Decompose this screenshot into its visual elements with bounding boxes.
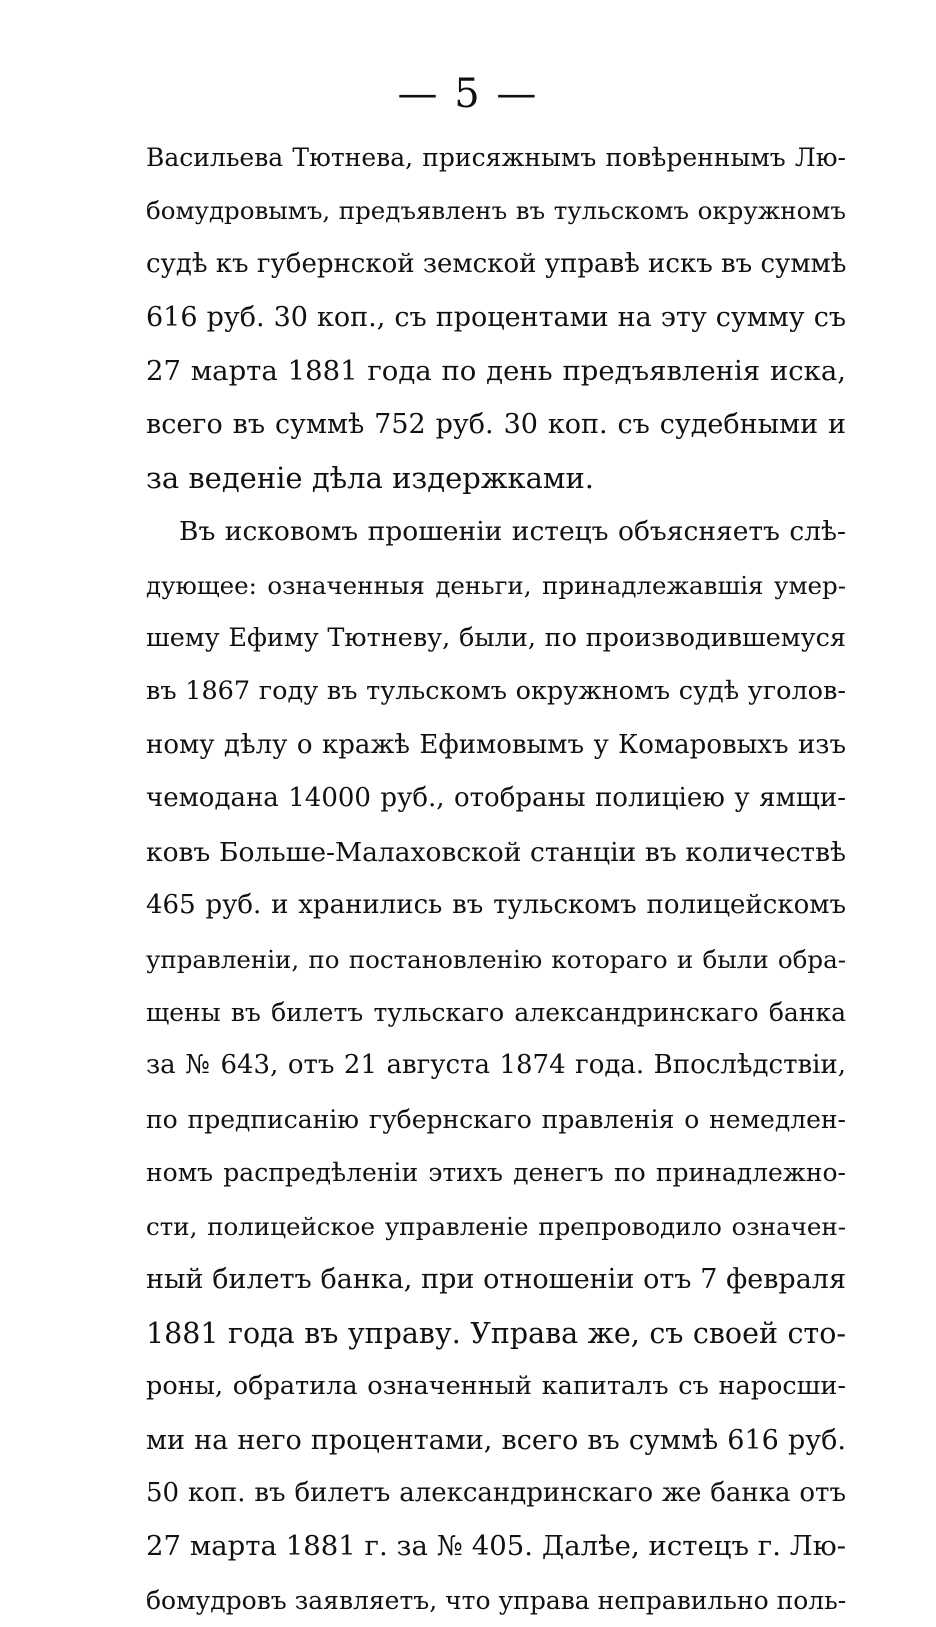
text-line: сти, полицейское управленіе препроводило означен- [146, 1211, 846, 1241]
text-line: управленіи, по постановленію котораго и были обра- [146, 944, 846, 974]
text-line: шему Ефиму Тютневу, были, по производившемуся [146, 622, 846, 653]
text-line: по предписанію губернскаго правленія о немедлен- [146, 1104, 846, 1134]
text-line: 50 коп. въ билетъ александринскаго же банка отъ [146, 1477, 846, 1508]
text-line: ми на него процентами, всего въ суммѣ 616 руб. [146, 1424, 846, 1456]
text-line: Васильева Тютнева, присяжнымъ повѣреннымъ Лю- [146, 143, 846, 172]
text-line: 27 марта 1881 года по день предъявленія иска, [146, 354, 846, 387]
text-line: щены въ билетъ тульскаго александринскаго банка [146, 998, 846, 1027]
text-line: ковъ Больше-Малаховской станціи въ количествѣ [146, 836, 846, 868]
page-number: — 5 — [397, 71, 539, 117]
text-line: за № 643, отъ 21 августа 1874 года. Впослѣдствіи, [146, 1050, 846, 1081]
text-line: бомудровъ заявляетъ, что управа неправильно поль- [146, 1585, 847, 1615]
text-line: 27 марта 1881 г. за № 405. Далѣе, истецъ г. Лю- [146, 1530, 846, 1563]
text-line: номъ распредѣленіи этихъ денегъ по принадлежно- [146, 1158, 846, 1188]
text-line: роны, обратила означенный капиталъ съ наросши- [146, 1371, 846, 1402]
text-line: бомудровымъ, предъявленъ въ тульскомъ окружномъ [146, 196, 846, 226]
body-text [146, 131, 846, 1627]
text-line: въ 1867 году въ тульскомъ окружномъ судѣ уголов- [146, 676, 846, 707]
text-line: 465 руб. и хранились въ тульскомъ полицейскомъ [146, 890, 846, 921]
text-line: чемодана 14000 руб., отобраны полиціею у ямщи- [146, 783, 846, 814]
text-line: ному дѣлу о кражѣ Ефимовымъ у Комаровыхъ изъ [146, 729, 846, 760]
text-line: судѣ къ губернской земской управѣ искъ въ суммѣ [146, 248, 847, 279]
text-line: дующее: означенныя деньги, принадлежавшія умер- [146, 570, 846, 600]
text-line: 616 руб. 30 коп., съ процентами на эту сумму съ [146, 302, 846, 334]
text-line: всего въ суммѣ 752 руб. 30 коп. съ судебными и [146, 409, 846, 441]
paragraph-end-line: за веденіе дѣла издержками. [146, 460, 595, 495]
text-line: 1881 года въ управу. Управа же, съ своей сто- [146, 1316, 846, 1350]
text-line: ный билетъ банка, при отношеніи отъ 7 февраля [146, 1264, 846, 1296]
paragraph-start-line: Въ исковомъ прошеніи истецъ объясняетъ слѣ- [179, 516, 846, 548]
